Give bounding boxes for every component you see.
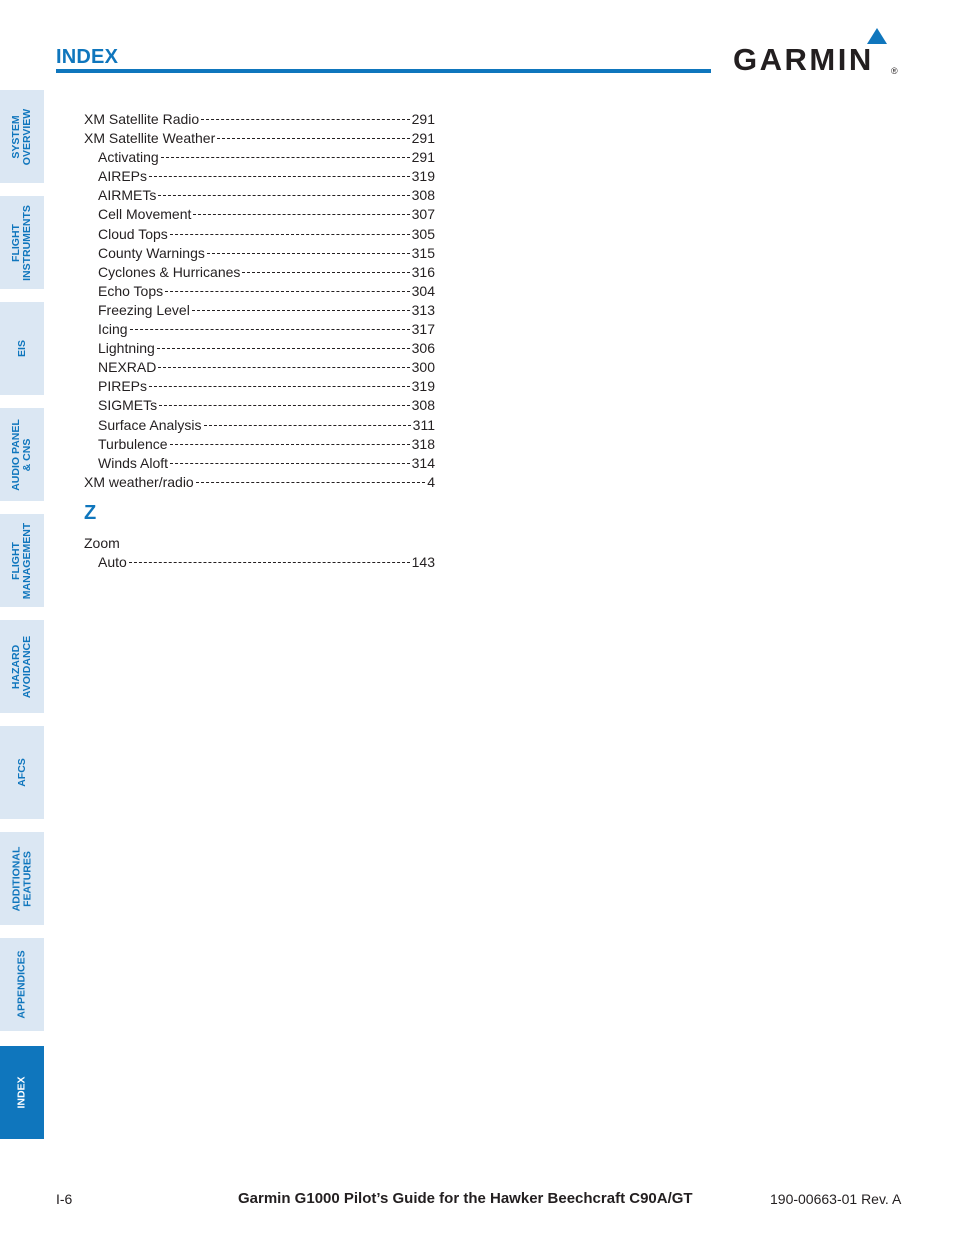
tab-label: INDEX [15,1076,28,1109]
footer-title: Garmin G1000 Pilot’s Guide for the Hawker Beechcraft C90A/GT [238,1190,693,1207]
footer-doc-number: 190-00663-01 Rev. A [770,1191,902,1207]
index-subentry: County Warnings 315 [98,244,435,261]
index-entry: XM Satellite Radio 291 [84,111,435,127]
tab-flight-instruments[interactable] [0,196,44,289]
tab-hazard-avoidance[interactable] [0,620,44,713]
index-subentry: Winds Aloft 314 [98,454,435,471]
tab-flight-management[interactable] [0,514,44,607]
tab-index[interactable] [0,1046,44,1139]
index-subentry: Cell Movement 307 [98,206,435,223]
index-subentry: Surface Analysis 311 [98,416,435,433]
index-subentry: Auto 143 [98,553,435,570]
index-column [84,110,435,572]
tab-audio-panel-cns[interactable] [0,408,44,501]
tab-label: EIS [15,340,28,357]
index-entry: XM Satellite Weather 291 [84,130,435,147]
garmin-logo [733,26,903,78]
tab-label: FLIGHT INSTRUMENTS [10,204,33,281]
tab-label: APPENDICES [15,950,28,1019]
tab-label: SYSTEM OVERVIEW [10,108,33,165]
tab-label: AUDIO PANEL & CNS [10,418,33,491]
tab-system-overview[interactable] [0,90,44,183]
tab-afcs[interactable] [0,726,44,819]
index-subentry: AIRMETs 308 [98,187,435,204]
index-subentry: PIREPs 319 [98,378,435,395]
index-subentry: Icing 317 [98,321,435,338]
logo-registered-mark: ® [891,66,898,76]
index-subentry: Turbulence 318 [98,435,435,452]
tab-eis[interactable] [0,302,44,395]
index-subentry: Lightning 306 [98,340,435,357]
tab-label: AFCS [15,758,28,787]
logo-text: GARMIN [733,42,874,77]
tab-appendices[interactable] [0,938,44,1031]
footer-page-number: I-6 [56,1191,73,1207]
index-subentry: Cyclones & Hurricanes 316 [98,263,435,280]
tab-label: ADDITIONAL FEATURES [10,846,33,911]
header-rule [56,69,711,73]
index-letter-heading: Z [84,501,97,524]
tab-label: FLIGHT MANAGEMENT [10,522,34,599]
index-subentry: NEXRAD 300 [98,359,435,376]
index-subentry: Cloud Tops 305 [98,225,435,242]
tab-additional-features[interactable] [0,832,44,925]
index-entry: XM weather/radio 4 [84,473,435,490]
tab-label: HAZARD AVOIDANCE [10,635,34,698]
page-title: INDEX [56,46,119,68]
index-subentry: Echo Tops 304 [98,282,435,299]
index-subentry: SIGMETs 308 [98,397,435,414]
index-subentry: Freezing Level 313 [98,301,435,318]
index-entry: Zoom [84,534,120,551]
index-subentry: AIREPs 319 [98,168,435,185]
index-subentry: Activating 291 [98,149,435,166]
